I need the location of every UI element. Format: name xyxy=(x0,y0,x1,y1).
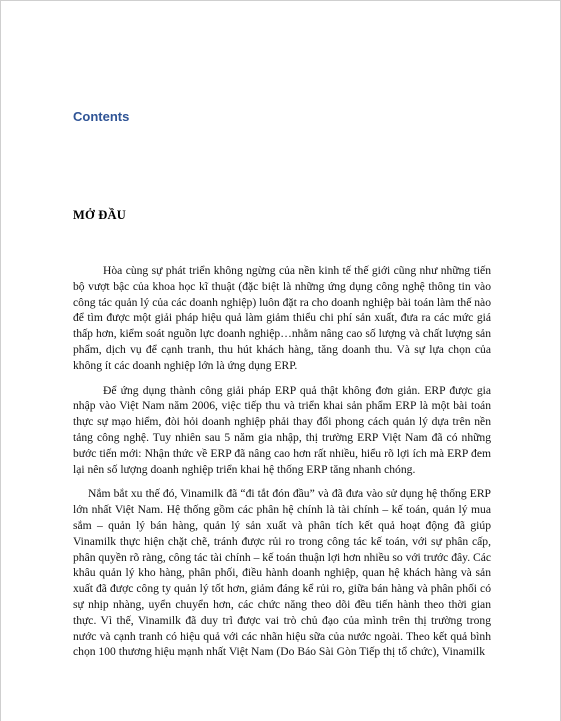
section-heading: MỞ ĐẦU xyxy=(73,208,126,222)
paragraph-1: Hòa cùng sự phát triển không ngừng của nền kinh tế thế giới cũng như những tiến bộ vượt bậc của khoa học kĩ thuật (đặc biệt là những ứng dụng công nghệ thông tin vào công tác quản lý của các doanh nghiệp) luôn đặt ra cho doanh nghiệp bài toán làm thế nào để tìm được một giải pháp hiệu quả làm giảm thiểu chi phí sản xuất, đưa ra các mức giá thấp hơn, kiểm soát nguồn lực doanh nghiệp…nhằm nâng cao số lượng và chất lượng sản phẩm, dịch vụ để cạnh tranh, thu hút khách hàng, tăng doanh thu. Và sự lựa chọn của không ít các doanh nghiệp lớn là ứng dụng ERP. xyxy=(73,264,491,372)
body-text xyxy=(73,263,491,669)
paragraph-3: Nắm bắt xu thế đó, Vinamilk đã “đi tắt đón đầu” và đã đưa vào sử dụng hệ thống ERP lớn nhất Việt Nam. Hệ thống gồm các phân hệ chính là tài chính – kế toán, quản lý mua sắm – quản lý bán hàng, quản lý sản xuất và phân tích kết quả hoạt động đã giúp Vinamilk thực hiện chặt chẽ, tránh được rủi ro trong công tác kế toán, với sự phân cấp, phân quyền rõ ràng, công tác tài chính – kế toán thuận lợi hơn nhiều so với trước đây. Các khâu quản lý kho hàng, phân phối, điều hành doanh nghiệp, quan hệ khách hàng và sản xuất đã được công ty quản lý tốt hơn, giảm đáng kể rủi ro, giữa bán hàng và phân phối có sự nhịp nhàng, uyển chuyển hơn, các chức năng theo dõi đều tiến hành theo thời gian thực. Vì thế, Vinamilk đã duy trì được vai trò chủ đạo của mình trên thị trường trong nước và cạnh tranh có hiệu quả với các nhãn hiệu sữa của nước ngoài. Theo kết quả bình chọn 100 thương hiệu mạnh nhất Việt Nam (Do Báo Sài Gòn Tiếp thị tổ chức), Vinamilk xyxy=(73,487,492,659)
contents-heading: Contents xyxy=(73,109,130,124)
paragraph-2: Để ứng dụng thành công giải pháp ERP quả thật không đơn giản. ERP được gia nhập vào Việt Nam năm 2006, việc tiếp thu và triển khai sản phẩm ERP là một bài toán thực sự mạo hiểm, đòi hỏi doanh nghiệp phải thay đổi phong cách quản lý dựa trên nền tảng công nghệ. Tuy nhiên sau 5 năm gia nhập, thị trường ERP Việt Nam đã có những bước tiến mới: Nhận thức về ERP đã nâng cao hơn rất nhiều, hiểu rõ lợi ích mà ERP đem lại nên số lượng doanh nghiệp triển khai hệ thống ERP tăng nhanh chóng. xyxy=(73,383,491,476)
